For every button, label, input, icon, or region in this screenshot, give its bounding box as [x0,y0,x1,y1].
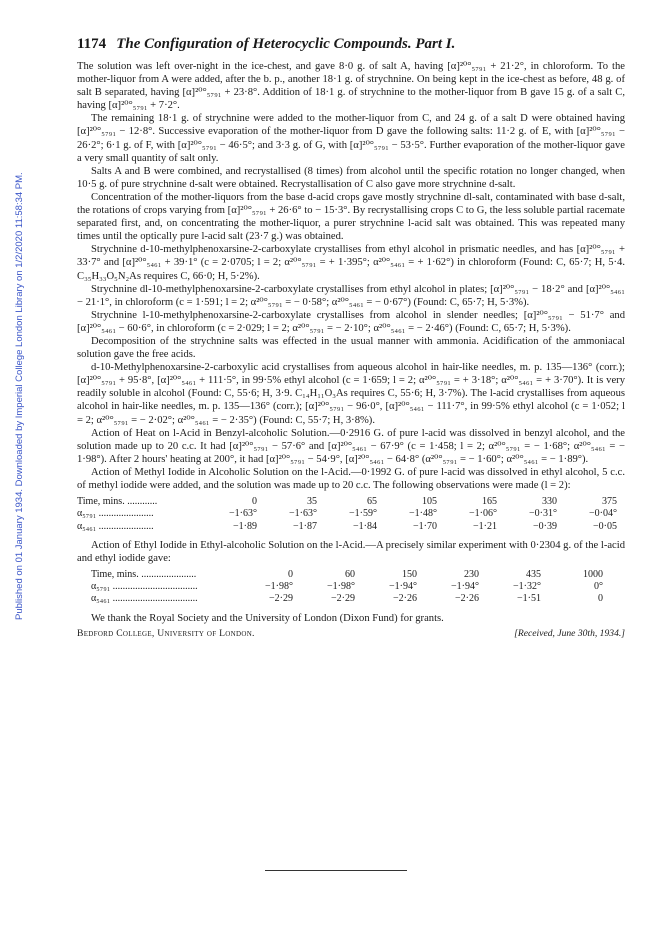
table-cell: −1·51 [517,593,541,605]
running-title: The Configuration of Heterocyclic Compounds. Part I. [116,36,456,52]
methyl-iodide-table [77,496,617,533]
paragraph: Strychnine l-10-methylphenoxarsine-2-carboxylate crystallises from alcohol in slender needles; [α]²⁰°₅₇₉₁ − 51·7° and [α]²⁰°₅₄₆₁ − 60·6°, in chloroform (c = 2·029; l = 2; α²⁰°₅₇₉₁ = − 2·10°; α²⁰°₅₄₆₁ = − 2·46°) (Found: C, 65·7; H, 5·3%). [77,309,625,334]
table-row [77,508,617,520]
page-header [77,36,625,53]
table-cell: 60 [345,568,355,580]
paragraph: d-10-Methylphenoxarsine-2-carboxylic acid crystallises from aqueous alcohol in hair-like needles, m. p. 135—136° (corr.); [α]²⁰°₅₇₉₁ + 95·8°, [α]²⁰°₅₄₆₁ + 111·5°, in 99·5% ethyl alcohol (c = 1·659; l = 2; α²⁰°₅₇₉₁ = + 3·18°; α²⁰°₅₄₆₁ = + 3·70°). It is very readily soluble in alcohol (Found: C, 55·6; H, 3·9. C₁₄H₁₁O₃As requires C, 55·6; H, 3·7%). The l-acid crystallises from aqueous alcohol in hair-like needles, m. p. 135—136° (corr.); [α]²⁰°₅₇₉₁ − 96·0°, [α]²⁰°₅₄₆₁ − 111·7°, in 99·5% ethyl alcohol (c = 1·052; l = 2; α²⁰°₅₇₉₁ = − 2·02°; α²⁰°₅₄₆₁ = − 2·35°) (Found: C, 55·7; H, 3·8%). [77,362,625,426]
table-cell: −0·04° [589,508,617,520]
table-cell: 35 [307,496,317,508]
row-label: Time, mins. ............ [77,496,158,508]
table-cell: −1·70 [413,520,437,532]
table-cell: −1·59° [349,508,377,520]
row-label: α₅₇₉₁ ...................... [77,508,154,520]
paragraph: Concentration of the mother-liquors from the base d-acid crops gave mostly strychnine dl-salt, contaminated with base d-salt, the rotations of crops varying from [α]²⁰°₅₇₉₁ + 26·6° to − 15·3°. By recrystallising crops C to G, the less soluble partial racemate separated first, and, on concentrating the mother-liquor, a purer strychnine l-acid salt was obtained. This was repeated many times until the optically pure l-acid salt (23·7 g.) was obtained. [77,191,625,243]
table-cell: 230 [464,568,479,580]
journal-page [77,36,625,639]
ethyl-iodide-table [91,569,603,606]
table-row [91,569,603,581]
signature-line [77,628,625,639]
table-row [91,581,603,593]
row-label: Time, mins. ...................... [91,568,197,580]
table-cell: 375 [602,496,617,508]
table-cell: 105 [422,496,437,508]
table-cell: 0 [252,496,257,508]
table-cell: 165 [482,496,497,508]
body-text [77,60,625,492]
table-cell: −1·89 [233,520,257,532]
table-cell: −1·32° [513,581,541,593]
table-cell: −1·63° [229,508,257,520]
table-cell: 0° [594,581,603,593]
table-cell: 150 [402,568,417,580]
paragraph: Salts A and B were combined, and recrystallised (8 times) from alcohol until the specific rotation no longer changed, when 10·5 g. of pure strychnine d-salt were obtained. Recrystallisation of C also gave more strychnine d-salt. [77,165,625,190]
table-cell: −2·29 [331,593,355,605]
table-cell: −1·48° [409,508,437,520]
table-cell: −0·31° [529,508,557,520]
table-cell: 0 [288,568,293,580]
row-label: α₅₄₆₁ .................................. [91,593,198,605]
table-cell: −1·94° [389,581,417,593]
table-cell: −1·84 [353,520,377,532]
table-cell: −1·63° [289,508,317,520]
table-cell: −1·98° [265,581,293,593]
table-cell: 330 [542,496,557,508]
ethyl-iodide-paragraph: Action of Ethyl Iodide in Ethyl-alcoholic Solution on the l-Acid.—A precisely similar experiment with 0·2304 g. of the l-acid and ethyl iodide gave: [77,539,625,564]
table-cell: −1·21 [473,520,497,532]
paragraph: The remaining 18·1 g. of strychnine were added to the mother-liquor from C, and 24 g. of a salt D were obtained having [α]²⁰°₅₇₉₁ − 12·8°. Successive evaporation of the mother-liquor from D gave the following salts: 11·2 g. of E, with [α]²⁰°₅₇₉₁ − 26·2°; 6·1 g. of F, with [α]²⁰°₅₇₉₁ − 46·5°; and 3·3 g. of G, with [α]²⁰°₅₇₉₁ − 53·5°. Further evaporation of the mother-liquor gave a very small quantity of salt only. [77,113,625,164]
table-cell: −2·26 [455,593,479,605]
table-cell: 65 [367,496,377,508]
table-cell: −0·39 [533,520,557,532]
row-label: α₅₄₆₁ ...................... [77,520,154,532]
table-row [77,521,617,533]
paragraph: Decomposition of the strychnine salts was effected in the usual manner with ammonia. Acidification of the ammoniacal solution gave the free acids. [77,335,625,361]
table-cell: −1·98° [327,581,355,593]
table-cell: 1000 [583,568,603,580]
received-date: [Received, June 30th, 1934.] [514,627,625,639]
end-rule [265,870,407,871]
download-watermark [2,120,25,620]
paragraph: Action of Methyl Iodide in Alcoholic Solution on the l-Acid.—0·1992 G. of pure l-acid was dissolved in ethyl alcohol, 5 c.c. of methyl iodide were added, and the solution was made up to 20 c.c. The following observations were made (l = 2): [77,466,625,491]
page-number: 1174 [77,36,107,52]
table-cell: 435 [526,568,541,580]
table-cell: −2·29 [269,593,293,605]
paragraph: Strychnine d-10-methylphenoxarsine-2-carboxylate crystallises from ethyl alcohol in prismatic needles, and has [α]²⁰°₅₇₉₁ + 33·7° and [α]²⁰°₅₄₆₁ + 39·1° (c = 2·0705; l = 2; α²⁰°₅₇₉₁ = + 1·395°; α²⁰°₅₄₆₁ = + 1·62°) in chloroform (Found: C, 65·7; H, 5·4. C₃₅H₃₃O₅N₂As requires C, 66·0; H, 5·2%). [77,244,625,282]
paragraph: The solution was left over-night in the ice-chest, and gave 8·0 g. of salt A, having [α]²⁰°₅₇₉₁ + 21·2°, in chloroform. To the mother-liquor from A were added, after the b. p., another 18·1 g. of strychnine. On being kept in the ice-chest as before, 48 g. of salt B separated, having [α]²⁰°₅₇₉₁ + 23·8°. Addition of 18·1 g. of strychnine to the mother-liquor from B gave 15 g. of a salt C, having [α]²⁰°₅₇₉₁ + 7·2°. [77,61,625,112]
table-cell: −1·87 [293,520,317,532]
table-cell: −1·06° [469,508,497,520]
acknowledgement: We thank the Royal Society and the University of London (Dixon Fund) for grants. [91,612,444,624]
table-cell: 0 [598,593,603,605]
paragraph: Action of Heat on l-Acid in Benzyl-alcoholic Solution.—0·2916 G. of pure l-acid was dissolved in benzyl alcohol, and the solution made up to 20 c.c. It had [α]²⁰°₅₇₉₁ − 57·6° and [α]²⁰°₅₄₆₁ − 67·9° (c = 1·458; l = 2; α²⁰°₅₇₉₁ = − 1·68°; α²⁰°₅₄₆₁ = − 1·98°). After 2 hours' heating at 200°, it had [α]²⁰°₅₇₉₁ − 54·9°, [α]²⁰°₅₄₆₁ − 64·8° (α²⁰°₅₇₉₁ = − 1·60°; α²⁰°₅₄₆₁ = − 1·89°). [77,427,625,465]
table-cell: −1·94° [451,581,479,593]
table-cell: −2·26 [393,593,417,605]
table-row [77,496,617,508]
row-label: α₅₇₉₁ .................................. [91,581,198,593]
affiliation: Bedford College, University of London. [77,627,255,639]
paragraph: Strychnine dl-10-methylphenoxarsine-2-carboxylate crystallises from ethyl alcohol in plates; [α]²⁰°₅₇₉₁ − 18·2° and [α]²⁰°₅₄₆₁ − 21·1°, in chloroform (c = 1·591; l = 2; α²⁰°₅₇₉₁ = − 0·58°; α²⁰°₅₄₆₁ = − 0·67°) (Found: C, 65·7; H, 5·3%). [77,283,625,308]
download-watermark-text: Published on 01 January 1934. Downloaded by Imperial College London Library on 1/2/2020 11:58:34 PM. [14,172,25,620]
table-row [91,593,603,605]
table-cell: −0·05 [593,520,617,532]
